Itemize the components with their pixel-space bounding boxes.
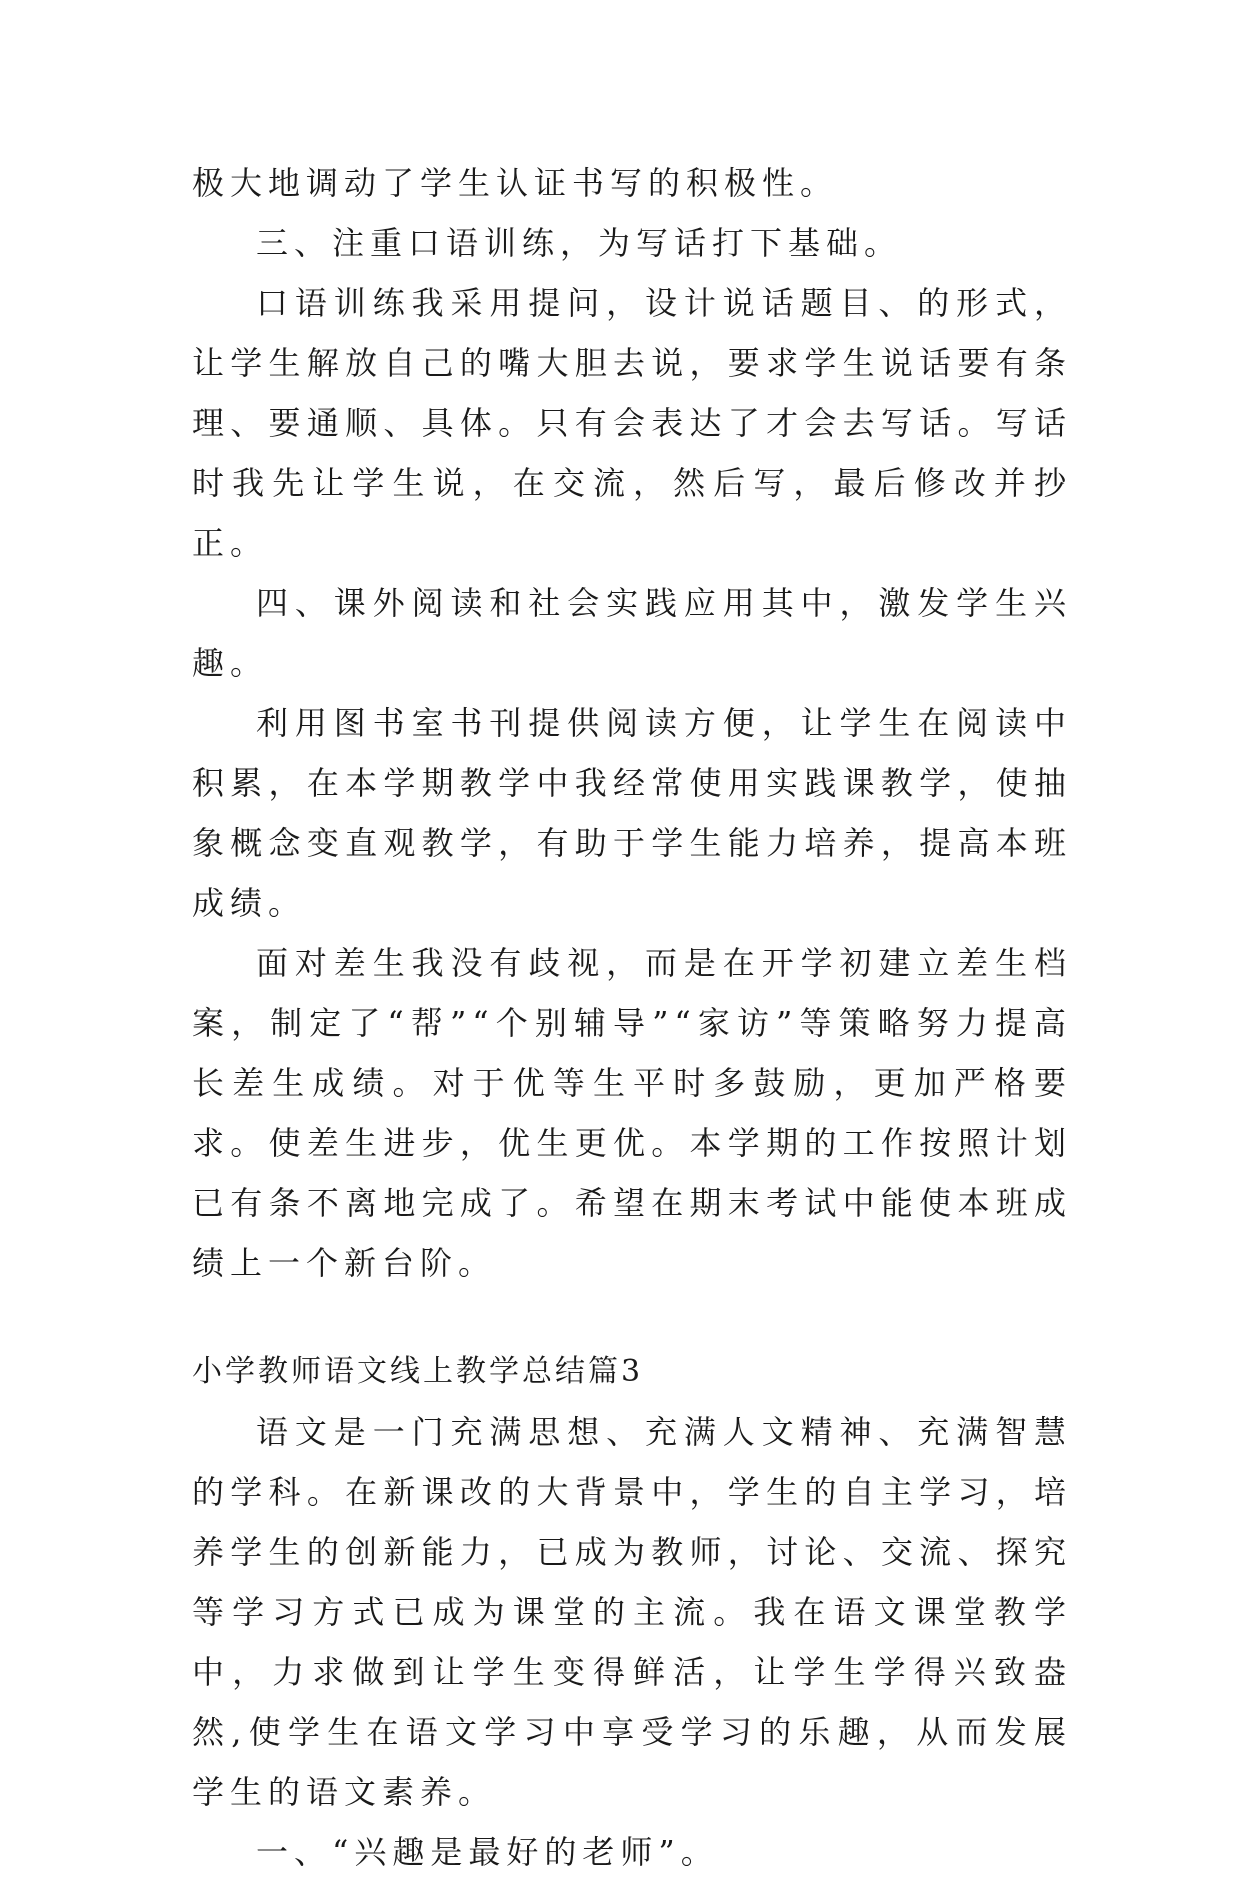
article-title: 小学教师语文线上教学总结篇3 — [192, 1354, 644, 1389]
section-heading-interest: 一、“兴趣是最好的老师”。 — [256, 1833, 719, 1871]
paragraph-weak-students: 面对差生我没有歧视，而是在开学初建立差生档案，制定了“帮”“个别辅导”“家访”等策略努力提高长差生成绩。对于优等生平时多鼓励，更加严格要求。使差生进步，优生更优。本学期的工作按照计划已有条不离地完成了。希望在期末考试中能使本班成绩上一个新台阶。 — [192, 944, 1072, 1282]
paragraph-library-reading: 利用图书室书刊提供阅读方便，让学生在阅读中积累，在本学期教学中我经常使用实践课教学，使抽象概念变直观教学，有助于学生能力培养，提高本班成绩。 — [192, 704, 1072, 922]
section-heading-extracurricular-reading: 四、课外阅读和社会实践应用其中，激发学生兴趣。 — [192, 584, 1072, 682]
document-body — [192, 153, 1072, 1882]
section-heading-oral-training: 三、注重口语训练，为写话打下基础。 — [256, 224, 903, 262]
paragraph-oral-training: 口语训练我采用提问，设计说话题目、的形式，让学生解放自己的嘴大胆去说，要求学生说话要有条理、要通顺、具体。只有会表达了才会去写话。写话时我先让学生说，在交流，然后写，最后修改并抄正。 — [192, 284, 1072, 562]
paragraph-chinese-subject-intro: 语文是一门充满思想、充满人文精神、充满智慧的学科。在新课改的大背景中，学生的自主学习，培养学生的创新能力，已成为教师，讨论、交流、探究等学习方式已成为课堂的主流。我在语文课堂教学中，力求做到让学生变得鲜活，让学生学得兴致盎然,使学生在语文学习中享受学习的乐趣，从而发展学生的语文素养。 — [192, 1413, 1072, 1811]
paragraph-continuation: 极大地调动了学生认证书写的积极性。 — [192, 164, 839, 202]
